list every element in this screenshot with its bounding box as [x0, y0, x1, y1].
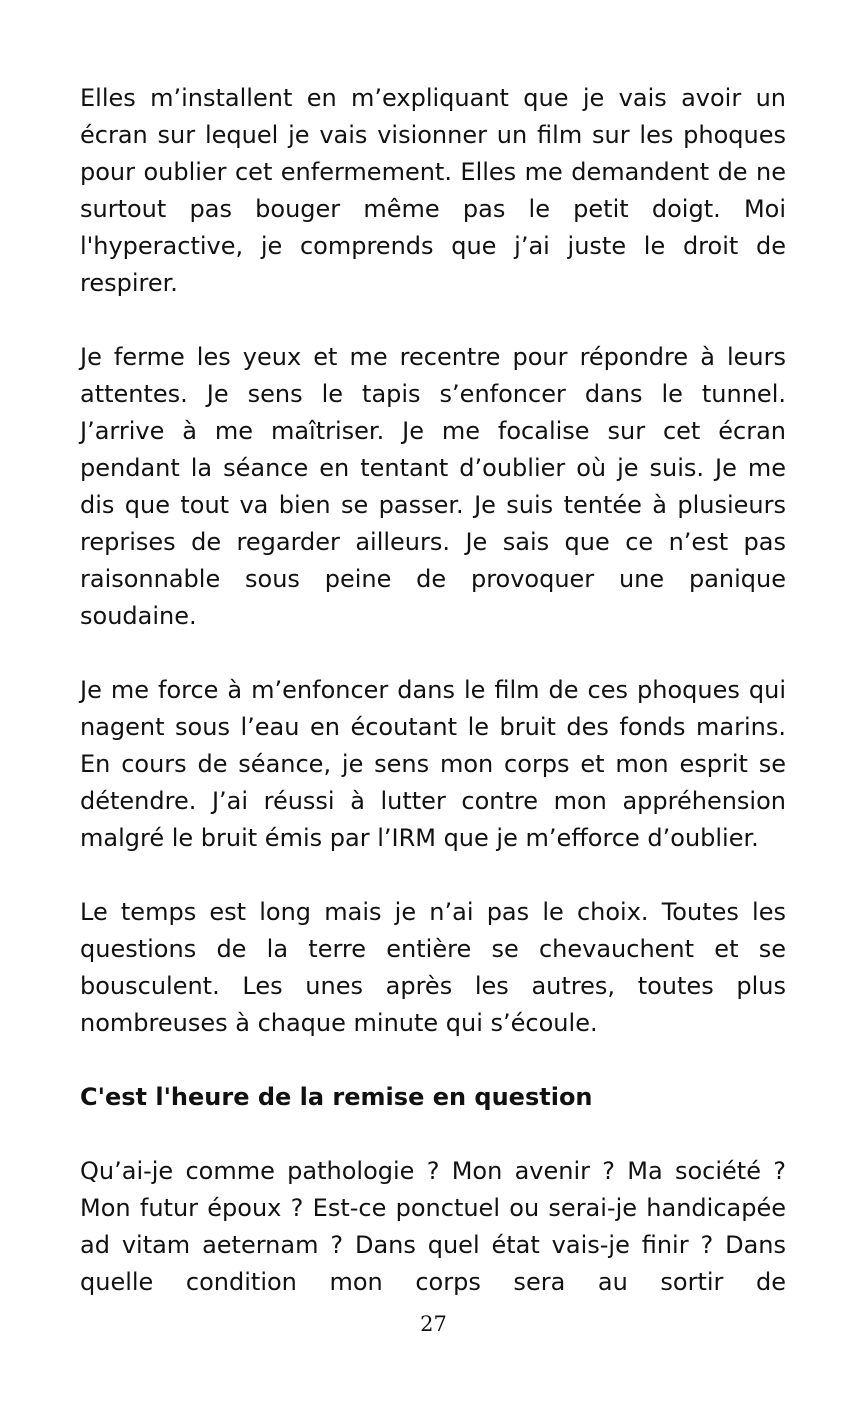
- page-number: 27: [420, 1312, 447, 1336]
- paragraph-5: Qu’ai-je comme pathologie ? Mon avenir ? Ma société ? Mon futur époux ? Est-ce ponctuel ou serai-je handicapée ad vitam aeternam ? Dans quel état vais-je finir ? Dans quelle condition mon corps sera au sortir de: [80, 1157, 786, 1296]
- section-heading: C'est l'heure de la remise en question: [80, 1083, 593, 1111]
- paragraph-2: Je ferme les yeux et me recentre pour répondre à leurs attentes. Je sens le tapis s’enfoncer dans le tunnel. J’arrive à me maîtriser. Je me focalise sur cet écran pendant la séance en tentant d’oublier où je suis. Je me dis que tout va bien se passer. Je suis tentée à plusieurs reprises de regarder ailleurs. Je sais que ce n’est pas raisonnable sous peine de provoquer une panique soudaine.: [80, 343, 786, 630]
- paragraph-3: Je me force à m’enfoncer dans le film de ces phoques qui nagent sous l’eau en écoutant le bruit des fonds marins. En cours de séance, je sens mon corps et mon esprit se détendre. J’ai réussi à lutter contre mon appréhension malgré le bruit émis par l’IRM que je m’efforce d’oublier.: [80, 676, 786, 852]
- paragraph-1: Elles m’installent en m’expliquant que je vais avoir un écran sur lequel je vais visionner un film sur les phoques pour oublier cet enfermement. Elles me demandent de ne surtout pas bouger même pas le petit doigt. Moi l'hyperactive, je comprends que j’ai juste le droit de respirer.: [80, 84, 786, 297]
- paragraph-4: Le temps est long mais je n’ai pas le choix. Toutes les questions de la terre entière se chevauchent et se bousculent. Les unes après les autres, toutes plus nombreuses à chaque minute qui s’écoule.: [80, 898, 786, 1037]
- page-body: [80, 80, 786, 1301]
